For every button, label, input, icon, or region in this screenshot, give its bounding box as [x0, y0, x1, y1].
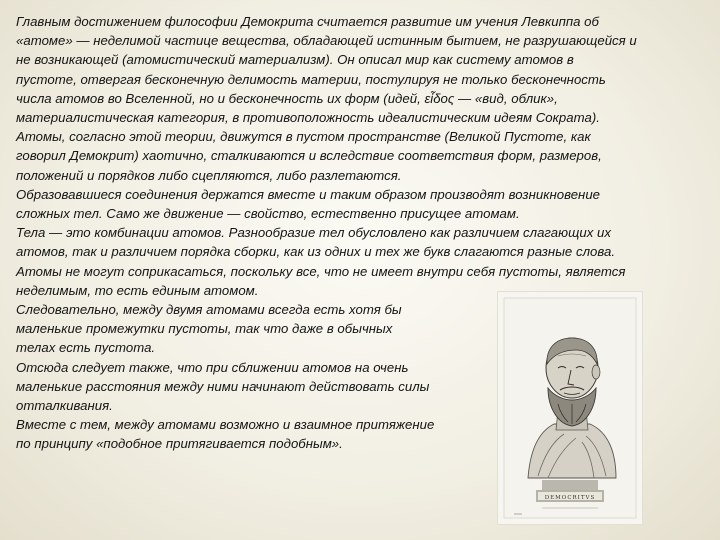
text-line: пустоте, отвергая бесконечную делимость материи, постулируя не только бесконечность: [16, 71, 606, 87]
text-line: маленькие промежутки пустоты, так что даже в обычных: [16, 321, 393, 337]
text-line: отталкивания.: [16, 398, 113, 414]
portrait-caption: DEMOCRITVS: [544, 495, 596, 501]
text-line: Следовательно, между двумя атомами всегда есть хотя бы: [16, 302, 402, 318]
text-line: Отсюда следует также, что при сближении атомов на очень: [16, 359, 409, 375]
text-line: Атомы не могут соприкасаться, поскольку все, что не имеет внутри себя пустоты, является: [16, 263, 626, 279]
text-line: «атоме» — неделимой частице вещества, обладающей истинным бытием, не разрушающейся и: [16, 33, 637, 49]
democritus-bust-icon: [498, 292, 642, 524]
text-line: говорил Демокрит) хаотично, сталкиваются и вследствие соответствия форм, размеров,: [16, 148, 602, 164]
text-line: Вместе с тем, между атомами возможно и взаимное притяжение: [16, 417, 435, 433]
text-line: сложных тел. Само же движение — свойство, естественно присущее атомам.: [16, 206, 520, 222]
text-line: телах есть пустота.: [16, 340, 156, 356]
text-line: Главным достижением философии Демокрита считается развитие им учения Левкиппа об: [16, 14, 599, 29]
text-line: материалистическая категория, в противоположность идеалистическим идеям Сократа).: [16, 110, 600, 126]
text-line: не возникающей (атомистический материализм). Он описал мир как систему атомов в: [16, 52, 574, 68]
text-line: числа атомов во Вселенной, но и бесконечность их форм (идей, εἶδος — «вид, облик»,: [16, 90, 558, 106]
text-line: неделимым, то есть единым атомом.: [16, 282, 259, 298]
text-line: Образовавшиеся соединения держатся вместе и таким образом производят возникновение: [16, 186, 601, 202]
text-line: Атомы, согласно этой теории, движутся в пустом пространстве (Великой Пустоте, как: [16, 129, 591, 145]
democritus-portrait: [497, 291, 643, 525]
text-line: Тела — это комбинации атомов. Разнообразие тел обусловлено как различием слагающих их: [16, 225, 611, 241]
text-line: маленькие расстояния между ними начинают действовать силы: [16, 378, 430, 394]
text-line: атомов, так и различием порядка сборки, как из одних и тех же букв слагаются разные слова.: [16, 244, 616, 260]
text-line: положений и порядков либо сцепляются, либо разлетаются.: [16, 167, 402, 183]
text-line: по принципу «подобное притягивается подобным».: [16, 436, 343, 452]
